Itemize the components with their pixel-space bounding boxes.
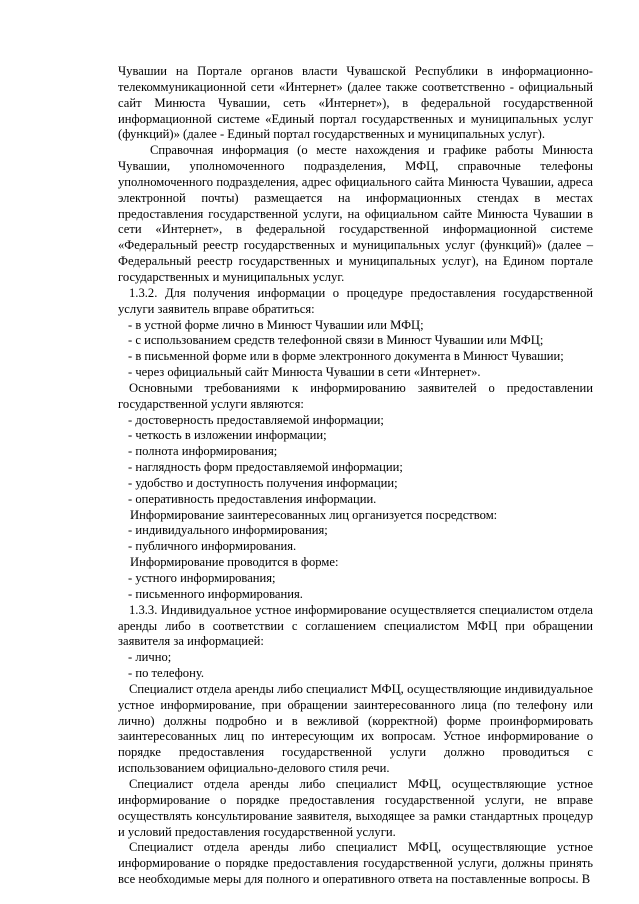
paragraph-p3: 1.3.2. Для получения информации о процедуре предоставления государственной услуги заявитель вправе обратиться: <box>118 285 593 316</box>
paragraph-p25: Специалист отдела аренды либо специалист МФЦ, осуществляющие устное информирование о порядке предоставления государственной услуги, не вправе осуществлять консультирование заявителя, выходящее за рамки стандартных процедур и условий предоставления государственной услуги. <box>118 776 593 839</box>
paragraph-p21: 1.3.3. Индивидуальное устное информирование осуществляется специалистом отдела аренды либо в соответствии с соглашением специалистом МФЦ при обращении заявителя за информацией: <box>118 602 593 649</box>
paragraph-p22: - лично; <box>128 650 172 665</box>
paragraph-p18: Информирование проводится в форме: <box>130 555 339 570</box>
paragraph-p8: Основными требованиями к информированию заявителей о предоставлении государственной услуги являются: <box>118 380 593 411</box>
paragraph-p17: - публичного информирования. <box>128 539 297 554</box>
paragraph-p12: - наглядность форм предоставляемой информации; <box>128 460 403 475</box>
paragraph-p23: - по телефону. <box>128 666 205 681</box>
paragraph-p4: - в устной форме лично в Минюст Чувашии или МФЦ; <box>128 317 424 332</box>
paragraph-p26: Специалист отдела аренды либо специалист МФЦ, осуществляющие устное информирование о порядке предоставления государственной услуги, должны принять все необходимые меры для полного и оперативного ответа на поставленные вопросы. В <box>118 840 593 887</box>
paragraph-p6: - в письменной форме или в форме электронного документа в Минюст Чувашии; <box>128 349 564 364</box>
paragraph-p2: Справочная информация (о месте нахождения и графике работы Минюста Чувашии, уполномоченного подразделения, МФЦ, справочные телефоны уполномоченного подразделения, адрес официального сайта Минюста Чувашии, адреса электронной почты) размещается на информационных стендах в местах предоставления государственной услуги, на официальном сайте Минюста Чувашии в сети «Интернет», в федеральной государственной информационной системе «Федеральный реестр государственных и муниципальных услуг (функций)» (далее – Федеральный реестр государственных и муниципальных услуг), на Едином портале государственных и муниципальных услуг. <box>118 143 593 284</box>
paragraph-p16: - индивидуального информирования; <box>128 523 328 538</box>
paragraph-p15: Информирование заинтересованных лиц организуется посредством: <box>130 507 498 522</box>
paragraph-p19: - устного информирования; <box>128 571 276 585</box>
paragraph-p11: - полнота информирования; <box>128 444 278 459</box>
paragraph-p13: - удобство и доступность получения информации; <box>128 475 398 490</box>
paragraph-p1: Чувашии на Портале органов власти Чувашской Республики в информационно-телекоммуникационной сети «Интернет» (далее также соответственно - официальный сайт Минюста Чувашии, сеть «Интернет»), в федеральной государственной информационной системе «Единый портал государственных и муниципальных услуг (функций)» (далее - Единый портал государственных и муниципальных услуг). <box>118 64 593 142</box>
paragraph-p9: - достоверность предоставляемой информации; <box>128 412 384 427</box>
paragraph-p24: Специалист отдела аренды либо специалист МФЦ, осуществляющие индивидуальное устное информирование, при обращении заинтересованного лица (по телефону или лично) должны подробно и в вежливой (корректной) форме проинформировать заинтересованных лиц по интересующим их вопросам. Устное информирование о порядке предоставления государственной услуги должно проводиться с использованием официально-делового стиля речи. <box>118 681 593 776</box>
paragraph-p10: - четкость в изложении информации; <box>128 428 327 443</box>
paragraph-p14: - оперативность предоставления информации. <box>128 491 377 506</box>
document-body <box>118 64 593 888</box>
paragraph-p7: - через официальный сайт Минюста Чувашии в сети «Интернет». <box>128 365 481 380</box>
paragraph-p5: - с использованием средств телефонной связи в Минюст Чувашии или МФЦ; <box>128 333 544 348</box>
paragraph-p20: - письменного информирования. <box>128 586 303 601</box>
